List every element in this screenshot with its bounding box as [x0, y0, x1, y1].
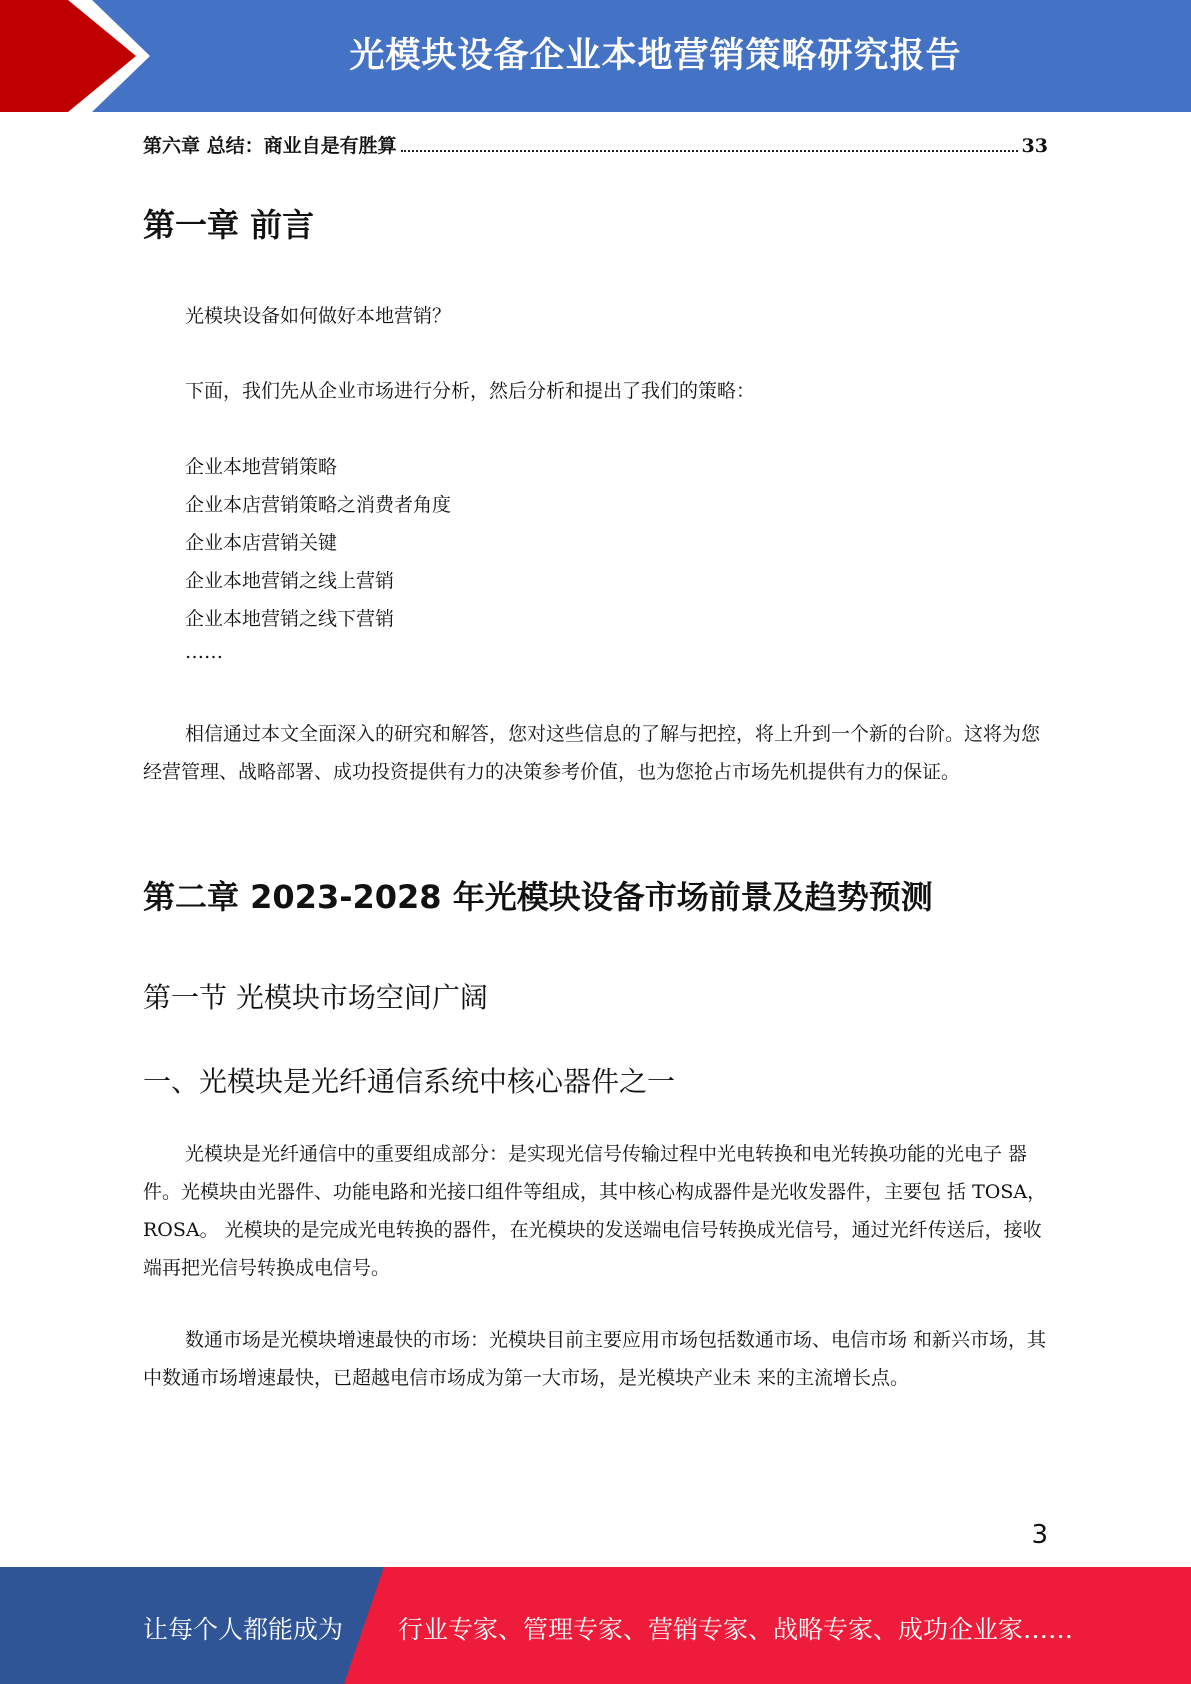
list-item: 企业本店营销策略之消费者角度 — [185, 494, 452, 516]
footer-slogan-right: 行业专家、管理专家、营销专家、战略专家、成功企业家…… — [398, 1615, 1074, 1644]
chapter-2-paragraph-2: 数通市场是光模块增速最快的市场：光模块目前主要应用市场包括数通市场、电信市场 和新兴市场，其中数通市场增速最快，已超越电信市场成为第一大市场，是光模块产业未 来的主流增长点。 — [143, 1329, 1047, 1389]
chapter-1-question: 光模块设备如何做好本地营销？ — [185, 305, 452, 327]
list-item: 企业本地营销之线下营销 — [185, 608, 395, 630]
chapter-1-heading: 第一章 前言 — [143, 206, 315, 244]
subsection-heading: 一、光模块是光纤通信系统中核心器件之一 — [143, 1065, 676, 1098]
list-item: 企业本店营销关键 — [185, 532, 338, 554]
toc-entry-label: 第六章 总结：商业自是有胜算 — [143, 135, 397, 157]
section-heading: 第一节 光模块市场空间广阔 — [143, 981, 488, 1014]
chapter-1-closing: 相信通过本文全面深入的研究和解答，您对这些信息的了解与把控，将上升到一个新的台阶。这将为您经营管理、战略部署、成功投资提供有力的决策参考价值，也为您抢占市场先机提供有力的保证。 — [143, 723, 1041, 783]
chapter-2-heading: 第二章 2023-2028 年光模块设备市场前景及趋势预测 — [143, 878, 933, 916]
list-item: 企业本地营销之线上营销 — [185, 570, 395, 592]
toc-page-number: 33 — [1021, 135, 1048, 157]
chapter-2-paragraph-1: 光模块是光纤通信中的重要组成部分：是实现光信号传输过程中光电转换和电光转换功能的光电子 器件。光模块由光器件、功能电路和光接口组件等组成，其中核心构成器件是光收发器件，主要包 括 TOSA，ROSA。 光模块的是完成光电转换的器件，在光模块的发送端电信号转换成光信号，通过光纤传送后，接收 端再把光信号转换成电信号。 — [143, 1143, 1047, 1279]
chapter-1-intro: 下面，我们先从企业市场进行分析，然后分析和提出了我们的策略： — [185, 380, 756, 402]
footer-slogan-left: 让每个人都能成为 — [143, 1615, 344, 1644]
page-number: 3 — [1031, 1520, 1048, 1550]
list-item: …… — [185, 641, 223, 663]
strategy-list — [185, 448, 451, 666]
list-item: 企业本地营销策略 — [185, 456, 338, 478]
toc-entry[interactable] — [143, 131, 1048, 158]
report-title: 光模块设备企业本地营销策略研究报告 — [349, 36, 962, 76]
toc-leader-dots — [401, 150, 1018, 152]
